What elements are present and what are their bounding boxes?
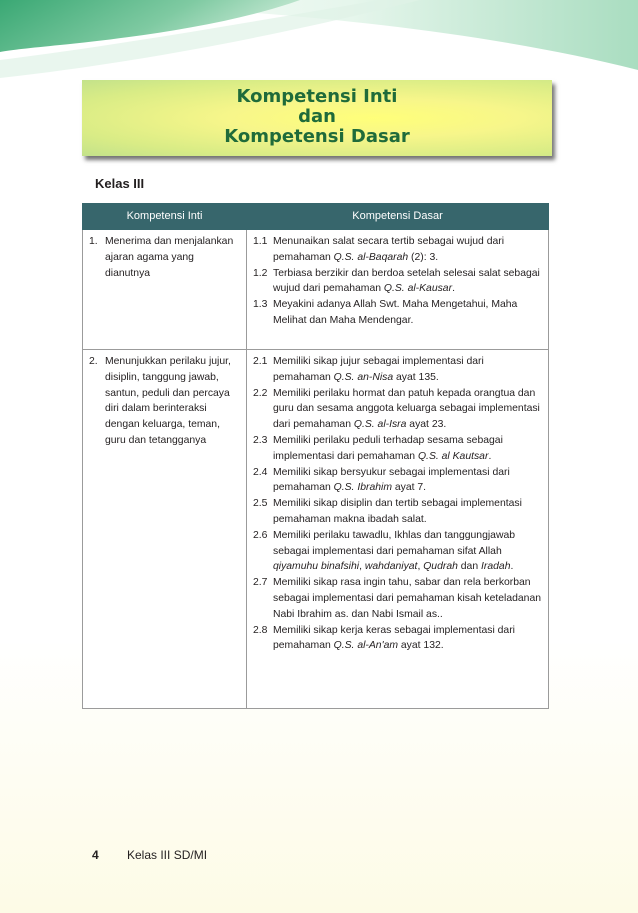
competency-table	[82, 203, 549, 709]
kd-text: Memiliki perilaku hormat dan patuh kepada orangtua dan guru dan sesama anggota keluarga sebagai implementasi dari pemahaman Q.S. al-Isra ayat 23.	[273, 387, 540, 431]
kd-number: 2.3	[253, 434, 268, 446]
table-row	[83, 230, 549, 350]
kd-text: Memiliki perilaku peduli terhadap sesama sebagai implementasi dari pemahaman Q.S. al Kautsar.	[273, 434, 503, 462]
kd-number: 1.2	[253, 267, 268, 279]
title-line-1: Kompetensi Inti	[236, 86, 398, 107]
title-line-2: dan	[298, 106, 336, 127]
kd-cell	[247, 230, 549, 350]
kd-text: Memiliki sikap bersyukur sebagai implementasi dari pemahaman Q.S. Ibrahim ayat 7.	[273, 466, 510, 494]
header-kompetensi-dasar: Kompetensi Dasar	[247, 204, 549, 230]
kd-number: 2.5	[253, 498, 268, 510]
kd-item	[253, 433, 542, 465]
kd-cell	[247, 350, 549, 709]
kd-item	[253, 496, 542, 528]
page-number: 4	[92, 848, 99, 862]
kd-text: Memiliki perilaku tawadlu, Ikhlas dan tanggungjawab sebagai implementasi dari pemahaman sifat Allah qiyamuhu binafsihi, wahdaniyat, Qudrah dan Iradah.	[273, 529, 516, 573]
kd-item	[253, 528, 542, 575]
ki-cell	[83, 230, 247, 350]
kd-item	[253, 465, 542, 497]
kd-number: 2.6	[253, 529, 268, 541]
kd-item	[253, 623, 542, 655]
kd-item	[253, 575, 542, 622]
ki-number: 1.	[89, 236, 98, 247]
header-kompetensi-inti: Kompetensi Inti	[83, 204, 247, 230]
class-label: Kelas III	[95, 176, 145, 191]
kd-item	[253, 234, 542, 266]
kd-number: 1.1	[253, 236, 268, 247]
kd-text: Memiliki sikap jujur sebagai implementasi dari pemahaman Q.S. an-Nisa ayat 135.	[273, 356, 484, 383]
kd-text: Memiliki sikap disiplin dan tertib sebagai implementasi pemahaman makna ibadah salat.	[273, 498, 522, 525]
ki-number: 2.	[89, 356, 98, 367]
table-row	[83, 350, 549, 709]
kd-text: Memiliki sikap kerja keras sebagai implementasi dari pemahaman Q.S. al-An'am ayat 132.	[273, 624, 515, 652]
kd-text: Terbiasa berzikir dan berdoa setelah selesai salat sebagai wujud dari pemahaman Q.S. al-Kausar.	[273, 267, 540, 295]
title-line-3: Kompetensi Dasar	[224, 126, 410, 147]
kd-text: Meyakini adanya Allah Swt. Maha Mengetahui, Maha Melihat dan Maha Mendengar.	[273, 299, 518, 326]
kd-number: 2.2	[253, 387, 268, 399]
kd-number: 2.1	[253, 356, 268, 367]
kd-number: 1.3	[253, 299, 268, 311]
kd-item	[253, 266, 542, 298]
ki-text: Menunjukkan perilaku jujur, disiplin, tanggung jawab, santun, peduli dan percaya diri dalam berinteraksi dengan keluarga, teman, guru dan tetangganya	[105, 356, 231, 446]
kd-number: 2.8	[253, 624, 268, 636]
table-header-row	[83, 204, 549, 230]
kd-item	[253, 386, 542, 433]
kd-number: 2.7	[253, 577, 268, 589]
kd-text: Menunaikan salat secara tertib sebagai wujud dari pemahaman Q.S. al-Baqarah (2): 3.	[273, 236, 505, 263]
ki-text: Menerima dan menjalankan ajaran agama yang dianutnya	[105, 236, 234, 279]
kd-number: 2.4	[253, 466, 268, 478]
kd-text: Memiliki sikap rasa ingin tahu, sabar dan rela berkorban sebagai implementasi dari pemahaman kisah keteladanan Nabi Ibrahim as. dan Nabi Ismail as..	[273, 577, 542, 620]
footer-label: Kelas III SD/MI	[127, 848, 208, 862]
title-box	[82, 80, 552, 156]
kd-item	[253, 354, 542, 386]
kd-item	[253, 297, 542, 329]
ki-cell	[83, 350, 247, 709]
